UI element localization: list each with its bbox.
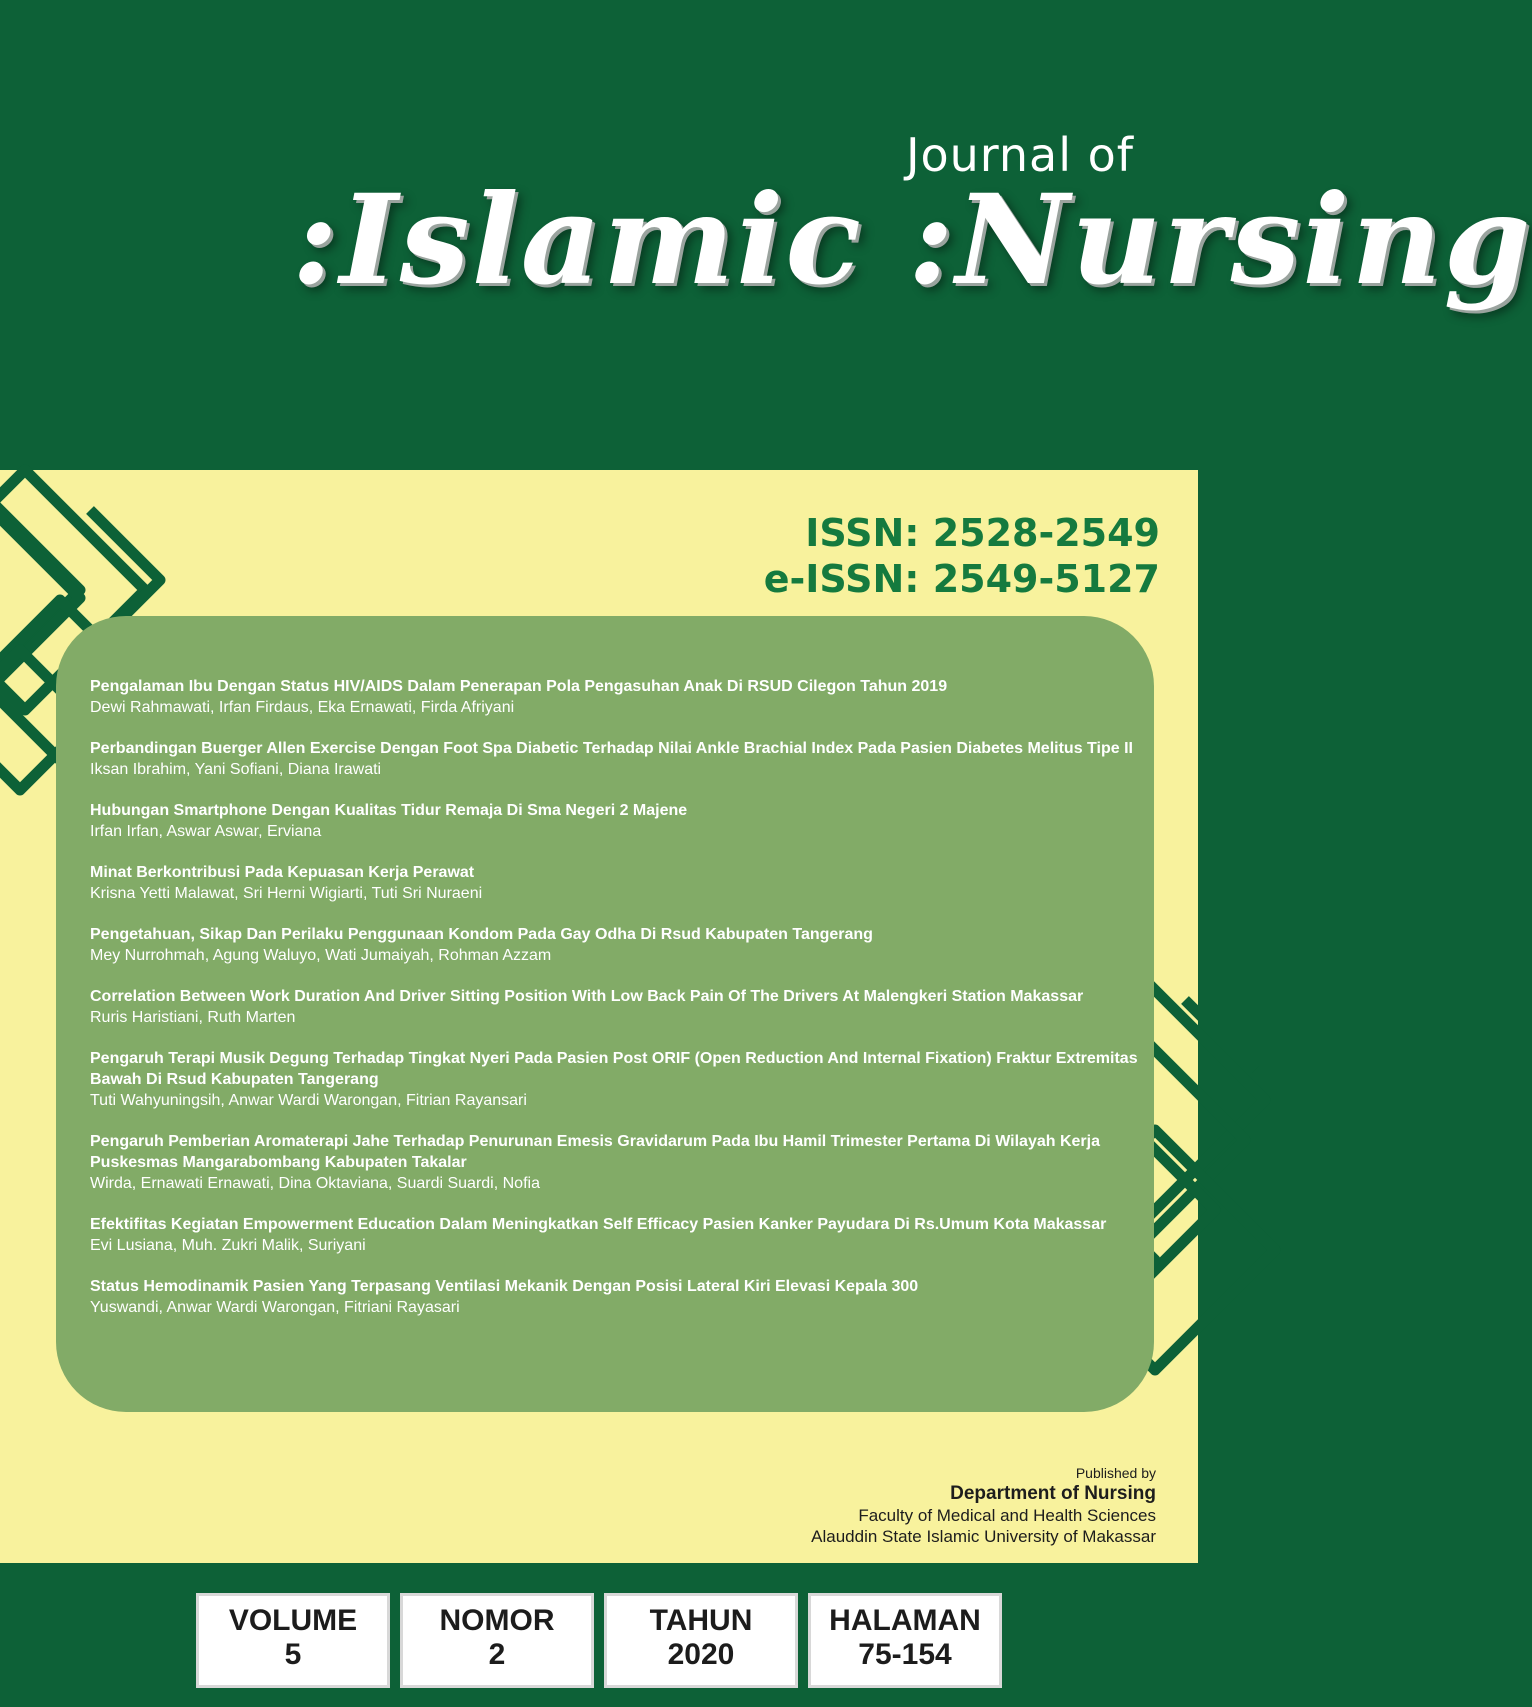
year-value: 2020	[667, 1638, 735, 1671]
article-authors: Tuti Wahyuningsih, Anwar Wardi Warongan, Fitrian Rayansari	[90, 1092, 527, 1109]
volume-value: 5	[284, 1638, 302, 1671]
article-title: Correlation Between Work Duration And Driver Sitting Position With Low Back Pain Of The Drivers At Malengkeri Station Makassar	[90, 988, 1084, 1005]
publisher-block	[811, 1464, 1156, 1547]
toc-entry	[90, 800, 1150, 842]
article-authors: Krisna Yetti Malawat, Sri Herni Wigiarti, Tuti Sri Nuraeni	[90, 885, 483, 902]
pages-value: 75-154	[858, 1638, 952, 1671]
publisher-faculty: Faculty of Medical and Health Sciences	[858, 1506, 1156, 1525]
toc-entry	[90, 1048, 1150, 1111]
article-authors: Irfan Irfan, Aswar Aswar, Erviana	[90, 823, 322, 840]
article-authors: Wirda, Ernawati Ernawati, Dina Oktaviana, Suardi Suardi, Nofia	[90, 1175, 540, 1192]
publisher-department: Department of Nursing	[950, 1483, 1156, 1504]
toc-entry	[90, 738, 1150, 780]
article-authors: Mey Nurrohmah, Agung Waluyo, Wati Jumaiyah, Rohman Azzam	[90, 947, 552, 964]
issn-print: ISSN: 2528-2549	[805, 511, 1160, 555]
journal-title-logo: :Islamic :Nursing	[292, 168, 1532, 313]
volume-box	[196, 1593, 390, 1688]
issn-block	[764, 510, 1160, 602]
journal-title-small: Journal of	[905, 128, 1134, 182]
article-title: Pengaruh Pemberian Aromaterapi Jahe Terhadap Penurunan Emesis Gravidarum Pada Ibu Hamil Trimester Pertama Di Wilayah Kerja Puskesmas Mangarabombang Kabupaten Takalar	[90, 1133, 1100, 1171]
header-band	[0, 0, 1532, 470]
article-title: Perbandingan Buerger Allen Exercise Dengan Foot Spa Diabetic Terhadap Nilai Ankle Brachial Index Pada Pasien Diabetes Melitus Tipe II	[90, 740, 1133, 757]
pages-box	[808, 1593, 1002, 1688]
cover-body	[0, 470, 1198, 1563]
issue-info-band	[0, 1563, 1198, 1707]
article-authors: Ruris Haristiani, Ruth Marten	[90, 1009, 296, 1026]
article-authors: Iksan Ibrahim, Yani Sofiani, Diana Irawati	[90, 761, 382, 778]
published-by-label: Published by	[1075, 1465, 1156, 1481]
toc-entry	[90, 862, 1150, 904]
article-title: Minat Berkontribusi Pada Kepuasan Kerja Perawat	[90, 864, 475, 881]
table-of-contents	[90, 676, 1150, 1338]
number-value: 2	[488, 1638, 506, 1671]
toc-entry	[90, 1214, 1150, 1256]
toc-entry	[90, 1131, 1150, 1194]
issn-electronic: e-ISSN: 2549-5127	[763, 557, 1160, 601]
article-title: Status Hemodinamik Pasien Yang Terpasang Ventilasi Mekanik Dengan Posisi Lateral Kiri Elevasi Kepala 300	[90, 1278, 919, 1295]
table-of-contents-panel	[56, 616, 1154, 1412]
article-title: Hubungan Smartphone Dengan Kualitas Tidur Remaja Di Sma Negeri 2 Majene	[90, 802, 688, 819]
pages-label: HALAMAN	[829, 1604, 981, 1637]
volume-label: VOLUME	[228, 1604, 358, 1637]
toc-entry	[90, 986, 1150, 1028]
toc-entry	[90, 676, 1150, 718]
publisher-university: Alauddin State Islamic University of Makassar	[811, 1527, 1156, 1546]
article-title: Pengaruh Terapi Musik Degung Terhadap Tingkat Nyeri Pada Pasien Post ORIF (Open Reduction And Internal Fixation) Fraktur Extremitas Bawah Di Rsud Kabupaten Tangerang	[90, 1050, 1138, 1088]
toc-entry	[90, 924, 1150, 966]
number-label: NOMOR	[439, 1604, 555, 1637]
year-label: TAHUN	[649, 1604, 753, 1637]
article-authors: Dewi Rahmawati, Irfan Firdaus, Eka Ernawati, Firda Afriyani	[90, 699, 515, 716]
number-box	[400, 1593, 594, 1688]
toc-entry	[90, 1276, 1150, 1318]
article-title: Pengetahuan, Sikap Dan Perilaku Penggunaan Kondom Pada Gay Odha Di Rsud Kabupaten Tangerang	[90, 926, 873, 943]
year-box	[604, 1593, 798, 1688]
article-title: Efektifitas Kegiatan Empowerment Education Dalam Meningkatkan Self Efficacy Pasien Kanker Payudara Di Rs.Umum Kota Makassar	[90, 1216, 1107, 1233]
article-authors: Yuswandi, Anwar Wardi Warongan, Fitriani Rayasari	[90, 1299, 460, 1316]
article-authors: Evi Lusiana, Muh. Zukri Malik, Suriyani	[90, 1237, 366, 1254]
article-title: Pengalaman Ibu Dengan Status HIV/AIDS Dalam Penerapan Pola Pengasuhan Anak Di RSUD Cilegon Tahun 2019	[90, 678, 948, 695]
